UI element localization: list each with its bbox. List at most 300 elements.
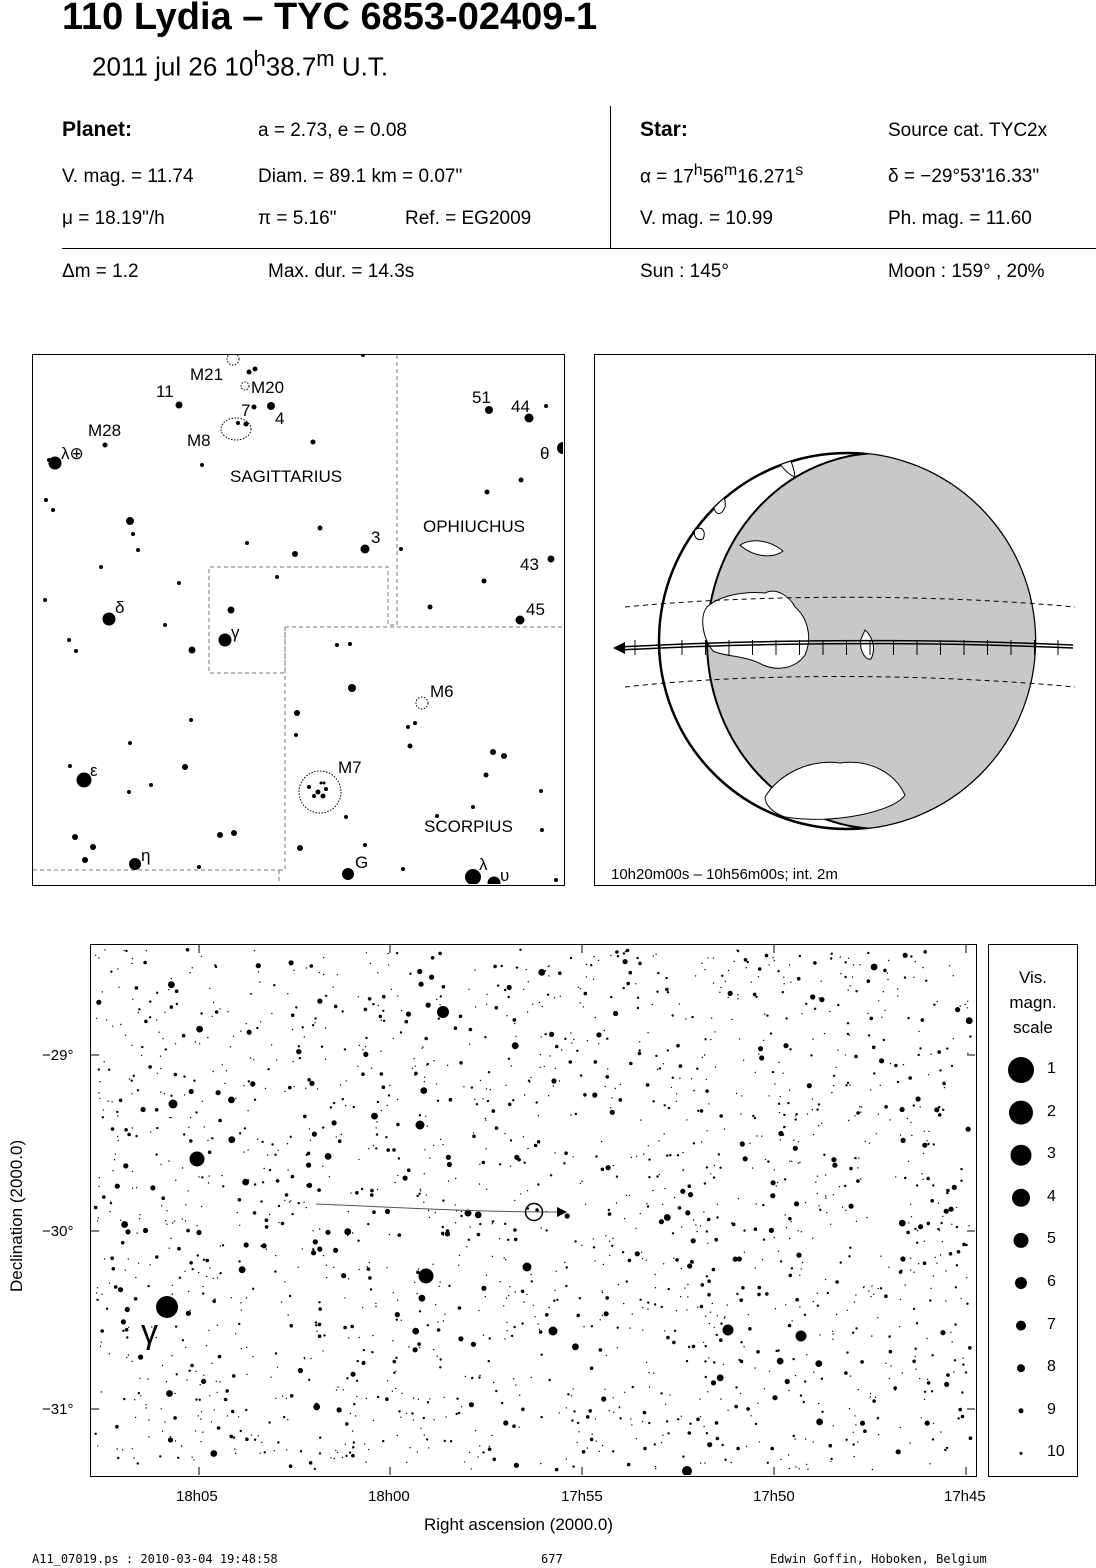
field-star [665, 1404, 666, 1405]
field-star [630, 1418, 631, 1419]
field-star [938, 1202, 939, 1203]
field-star [429, 975, 434, 980]
field-star [414, 1072, 418, 1076]
field-star [369, 1262, 370, 1263]
field-star [357, 1360, 359, 1362]
field-star [240, 1302, 241, 1303]
field-star [322, 1350, 323, 1351]
field-star [706, 1275, 708, 1277]
field-star [915, 1368, 916, 1369]
field-star [795, 1115, 796, 1116]
field-star [291, 1213, 293, 1215]
field-star [348, 1278, 349, 1279]
field-star [717, 1204, 718, 1205]
field-star [164, 1421, 165, 1422]
field-star [933, 1275, 934, 1276]
field-star [174, 1073, 178, 1077]
field-star [170, 1095, 172, 1097]
field-star [482, 1098, 483, 1099]
field-star [290, 1136, 292, 1138]
field-star [254, 1099, 256, 1101]
star [131, 532, 135, 536]
field-star [213, 1071, 214, 1072]
field-star [486, 1088, 487, 1089]
field-star [599, 1451, 600, 1452]
field-star [821, 1123, 822, 1124]
field-star [350, 1325, 354, 1329]
field-star [537, 1183, 539, 1185]
field-star [299, 1057, 301, 1059]
field-star [195, 1371, 196, 1372]
field-star [802, 1262, 803, 1263]
field-star [377, 1189, 378, 1190]
field-star [444, 1314, 445, 1315]
field-star [582, 1450, 586, 1454]
field-star [173, 1416, 177, 1420]
field-star [713, 1361, 715, 1363]
field-star [497, 984, 499, 986]
field-star [418, 1399, 419, 1400]
field-star [421, 1048, 422, 1049]
field-star [833, 1085, 834, 1086]
field-star [858, 1157, 859, 1158]
scale-dot-mag-3 [1011, 1145, 1032, 1166]
field-star [486, 1148, 487, 1149]
field-star [871, 1335, 872, 1336]
field-star [609, 1410, 610, 1411]
star [485, 490, 490, 495]
field-star [311, 1250, 316, 1255]
field-star [417, 969, 422, 974]
field-star [830, 1224, 831, 1225]
field-star [215, 1010, 219, 1014]
field-star [872, 1469, 873, 1470]
field-star [832, 1163, 837, 1168]
field-star [595, 1418, 596, 1419]
field-star [388, 1094, 390, 1096]
star [408, 744, 413, 749]
field-star [612, 1238, 613, 1239]
field-star [815, 1182, 816, 1183]
field-star [201, 1206, 202, 1207]
field-star [395, 1357, 397, 1359]
field-star [831, 1092, 832, 1093]
axis-ticks [91, 945, 975, 1475]
star [136, 548, 140, 552]
field-star [171, 1355, 172, 1356]
field-star [731, 1019, 732, 1020]
field-star [122, 1449, 123, 1450]
field-star [468, 1239, 470, 1241]
field-star [189, 1261, 193, 1265]
field-star [250, 993, 251, 994]
field-star [132, 1127, 133, 1128]
star [501, 753, 507, 759]
field-star [854, 1301, 855, 1302]
field-star [385, 1136, 387, 1138]
field-star [210, 1450, 217, 1457]
field-star [793, 1140, 794, 1141]
field-star [695, 975, 696, 976]
field-star [422, 1046, 423, 1047]
field-star [740, 1141, 745, 1146]
field-star [135, 986, 139, 990]
field-star [139, 1214, 140, 1215]
field-star [487, 1100, 489, 1102]
field-star [440, 995, 442, 997]
field-star [710, 1312, 711, 1313]
scale-label-mag-5: 5 [1047, 1230, 1056, 1248]
field-star [112, 1170, 113, 1171]
field-star [181, 1445, 182, 1446]
field-star [577, 1422, 579, 1424]
field-star [571, 1042, 572, 1043]
field-star [774, 960, 775, 961]
field-star [416, 1293, 417, 1294]
field-star [461, 1406, 462, 1407]
field-star [913, 977, 914, 978]
field-star [306, 1163, 311, 1168]
field-star [176, 1003, 178, 1005]
field-star [366, 952, 367, 953]
field-star [246, 1297, 247, 1298]
field-star [854, 1415, 855, 1416]
field-star [323, 974, 324, 975]
field-star [531, 1377, 532, 1378]
field-star [663, 1063, 664, 1064]
field-star [570, 1032, 571, 1033]
field-star [877, 1317, 878, 1318]
field-star [929, 1299, 931, 1301]
field-star [486, 1189, 487, 1190]
field-star [182, 1218, 183, 1219]
field-star [478, 1376, 480, 1378]
field-star [823, 1154, 825, 1156]
field-star [616, 1176, 618, 1178]
field-star [376, 1121, 377, 1122]
field-star [772, 1395, 777, 1400]
field-star [691, 1078, 692, 1079]
star [482, 579, 487, 584]
field-star [727, 1304, 728, 1305]
field-star [117, 1115, 118, 1116]
field-star [637, 957, 639, 959]
field-star [687, 1296, 688, 1297]
field-star [192, 1268, 194, 1270]
field-star [946, 1373, 950, 1377]
field-star [527, 1011, 528, 1012]
field-star [433, 1349, 434, 1350]
field-star [97, 1220, 98, 1221]
field-star [192, 967, 193, 968]
field-star [938, 1113, 942, 1117]
field-star [933, 1004, 935, 1006]
field-star [287, 1419, 288, 1420]
field-star [100, 1329, 104, 1333]
field-star [185, 1347, 186, 1348]
field-star [368, 1449, 369, 1450]
star [169, 1100, 178, 1109]
field-star [564, 1151, 568, 1155]
field-star [326, 1277, 327, 1278]
field-star [647, 1205, 649, 1207]
field-star [733, 1257, 738, 1262]
field-star [314, 1017, 316, 1019]
field-star [740, 1393, 741, 1394]
field-star [900, 1256, 905, 1261]
field-star [479, 1183, 480, 1184]
field-star [655, 954, 656, 955]
field-star [524, 1094, 525, 1095]
star-heading: Star: [640, 118, 688, 141]
field-star [523, 1136, 524, 1137]
field-star [953, 1371, 954, 1372]
field-star [439, 1366, 441, 1368]
field-star [376, 1133, 378, 1135]
star [67, 638, 71, 642]
label-44: 44 [511, 397, 530, 416]
field-star [536, 1101, 538, 1103]
field-star [918, 1263, 919, 1264]
field-star [657, 972, 659, 974]
field-star [413, 1058, 414, 1059]
field-star [965, 1004, 966, 1005]
field-star [658, 1140, 659, 1141]
star [471, 805, 475, 809]
field-star [744, 1252, 745, 1253]
field-star [158, 1032, 159, 1033]
field-star [944, 1382, 949, 1387]
field-star [780, 1096, 781, 1097]
field-star [398, 1233, 402, 1237]
constellation-scorpius: SCORPIUS [424, 817, 513, 836]
star [189, 718, 193, 722]
field-star [703, 1426, 704, 1427]
field-star [253, 1211, 257, 1215]
field-star [755, 1072, 756, 1073]
field-star [817, 1176, 818, 1177]
field-star [479, 1164, 480, 1165]
field-star [966, 1127, 971, 1132]
star-11-sgr [176, 402, 183, 409]
field-star [239, 1225, 240, 1226]
star [361, 355, 365, 357]
field-star [788, 1390, 789, 1391]
field-star [701, 1141, 702, 1142]
field-star [691, 1016, 693, 1018]
field-star [962, 1363, 964, 1365]
star [253, 367, 258, 372]
field-star [545, 1229, 547, 1231]
field-star [913, 1272, 914, 1273]
field-star [553, 1085, 554, 1086]
star-bright [419, 1269, 434, 1284]
star-eta-sgr [129, 858, 141, 870]
field-star [454, 1026, 458, 1030]
field-star [957, 1417, 959, 1419]
scale-label-mag-10: 10 [1047, 1443, 1065, 1461]
star [416, 1121, 425, 1130]
field-star [420, 1087, 427, 1094]
field-star [337, 1452, 338, 1453]
field-star [753, 993, 757, 997]
field-star [314, 1022, 315, 1023]
field-star [637, 1007, 639, 1009]
field-star [592, 1433, 593, 1434]
field-star [529, 1081, 530, 1082]
field-star [704, 1054, 705, 1055]
label-45: 45 [526, 600, 545, 619]
field-star [604, 1030, 605, 1031]
field-star [667, 1432, 669, 1434]
field-star [632, 1386, 634, 1388]
field-star [763, 1239, 765, 1241]
field-star [195, 1111, 197, 1113]
field-star [505, 1259, 506, 1260]
field-star [818, 1205, 819, 1206]
field-star [798, 1163, 799, 1164]
field-star [719, 1167, 721, 1169]
field-star [776, 1185, 777, 1186]
star-vmag: V. mag. = 10.99 [640, 208, 773, 229]
field-star [260, 1021, 261, 1022]
field-star [96, 1018, 97, 1019]
field-star [854, 1115, 855, 1116]
field-star [952, 1185, 957, 1190]
star [316, 790, 321, 795]
field-star [507, 985, 512, 990]
field-star [442, 985, 446, 989]
field-star [515, 1291, 516, 1292]
field-star [287, 1169, 288, 1170]
field-star [156, 992, 158, 994]
planet-parallax: π = 5.16" [258, 208, 337, 229]
field-star [944, 1087, 945, 1088]
star [51, 508, 55, 512]
field-star [825, 1197, 826, 1198]
field-star [424, 1077, 425, 1078]
field-star [397, 1175, 398, 1176]
star [324, 787, 328, 791]
field-star [755, 1423, 757, 1425]
field-star [175, 1440, 176, 1441]
field-star [289, 1464, 293, 1468]
field-star [565, 1213, 570, 1218]
field-star [880, 1256, 881, 1257]
field-star [537, 1323, 538, 1324]
field-star [98, 1068, 100, 1070]
field-star [149, 1016, 151, 1018]
field-star [960, 1005, 961, 1006]
field-star [277, 1441, 279, 1443]
field-star [677, 1154, 679, 1156]
field-star [795, 1298, 799, 1302]
field-star [876, 1133, 877, 1134]
field-star [704, 969, 705, 970]
field-star [688, 1184, 692, 1188]
field-star [754, 1367, 755, 1368]
field-star [469, 1044, 470, 1045]
field-star [705, 1316, 706, 1317]
field-star [493, 1458, 497, 1462]
field-star [189, 972, 190, 973]
field-star [538, 969, 545, 976]
field-star [411, 1412, 413, 1414]
field-star [523, 989, 524, 990]
star [490, 749, 496, 755]
field-star [961, 1391, 963, 1393]
field-star [485, 1296, 486, 1297]
star-lambda-sgr [49, 457, 62, 470]
field-star [469, 1452, 470, 1453]
field-star [921, 1018, 925, 1022]
field-star [444, 1440, 446, 1442]
label-delta: δ [115, 598, 125, 617]
field-star [596, 1032, 601, 1037]
field-star [95, 955, 96, 956]
field-star [664, 1133, 665, 1134]
field-star [794, 1201, 799, 1206]
field-star [694, 1090, 695, 1091]
field-star [626, 949, 630, 953]
field-star [323, 1255, 324, 1256]
field-star [157, 1073, 158, 1074]
field-star [420, 1428, 421, 1429]
globe-svg [595, 355, 1094, 884]
field-star [601, 1290, 602, 1291]
field-star [109, 1353, 110, 1354]
field-star [928, 1131, 929, 1132]
field-star [101, 1391, 102, 1392]
field-star [537, 1140, 541, 1144]
field-star [219, 1272, 221, 1274]
field-star [958, 1408, 962, 1412]
field-star [860, 1360, 864, 1364]
field-star [847, 1082, 849, 1084]
field-star [357, 1240, 359, 1242]
field-star [530, 1077, 531, 1078]
field-star [202, 1432, 203, 1433]
field-star [345, 1105, 346, 1106]
field-star [667, 991, 669, 993]
field-star [424, 1434, 425, 1435]
field-star [789, 1468, 790, 1469]
field-star [471, 1468, 472, 1469]
field-star [740, 1341, 742, 1343]
field-star [628, 1259, 632, 1263]
field-star [426, 1065, 427, 1066]
field-star [816, 1419, 823, 1426]
field-star [801, 1231, 802, 1232]
field-star [849, 1034, 850, 1035]
field-star [256, 1027, 258, 1029]
field-star [235, 1453, 236, 1454]
field-star [271, 1013, 272, 1014]
field-star [918, 1031, 919, 1032]
field-star [160, 1091, 161, 1092]
field-star [619, 1098, 623, 1102]
field-star [848, 1120, 849, 1121]
label-51: 51 [472, 388, 491, 407]
field-star [383, 1020, 385, 1022]
field-star [117, 1140, 118, 1141]
field-star [382, 1085, 386, 1089]
field-star [688, 1346, 690, 1348]
field-star [319, 1452, 321, 1454]
field-star [526, 1294, 527, 1295]
field-star [826, 1212, 827, 1213]
field-star [348, 1211, 349, 1212]
